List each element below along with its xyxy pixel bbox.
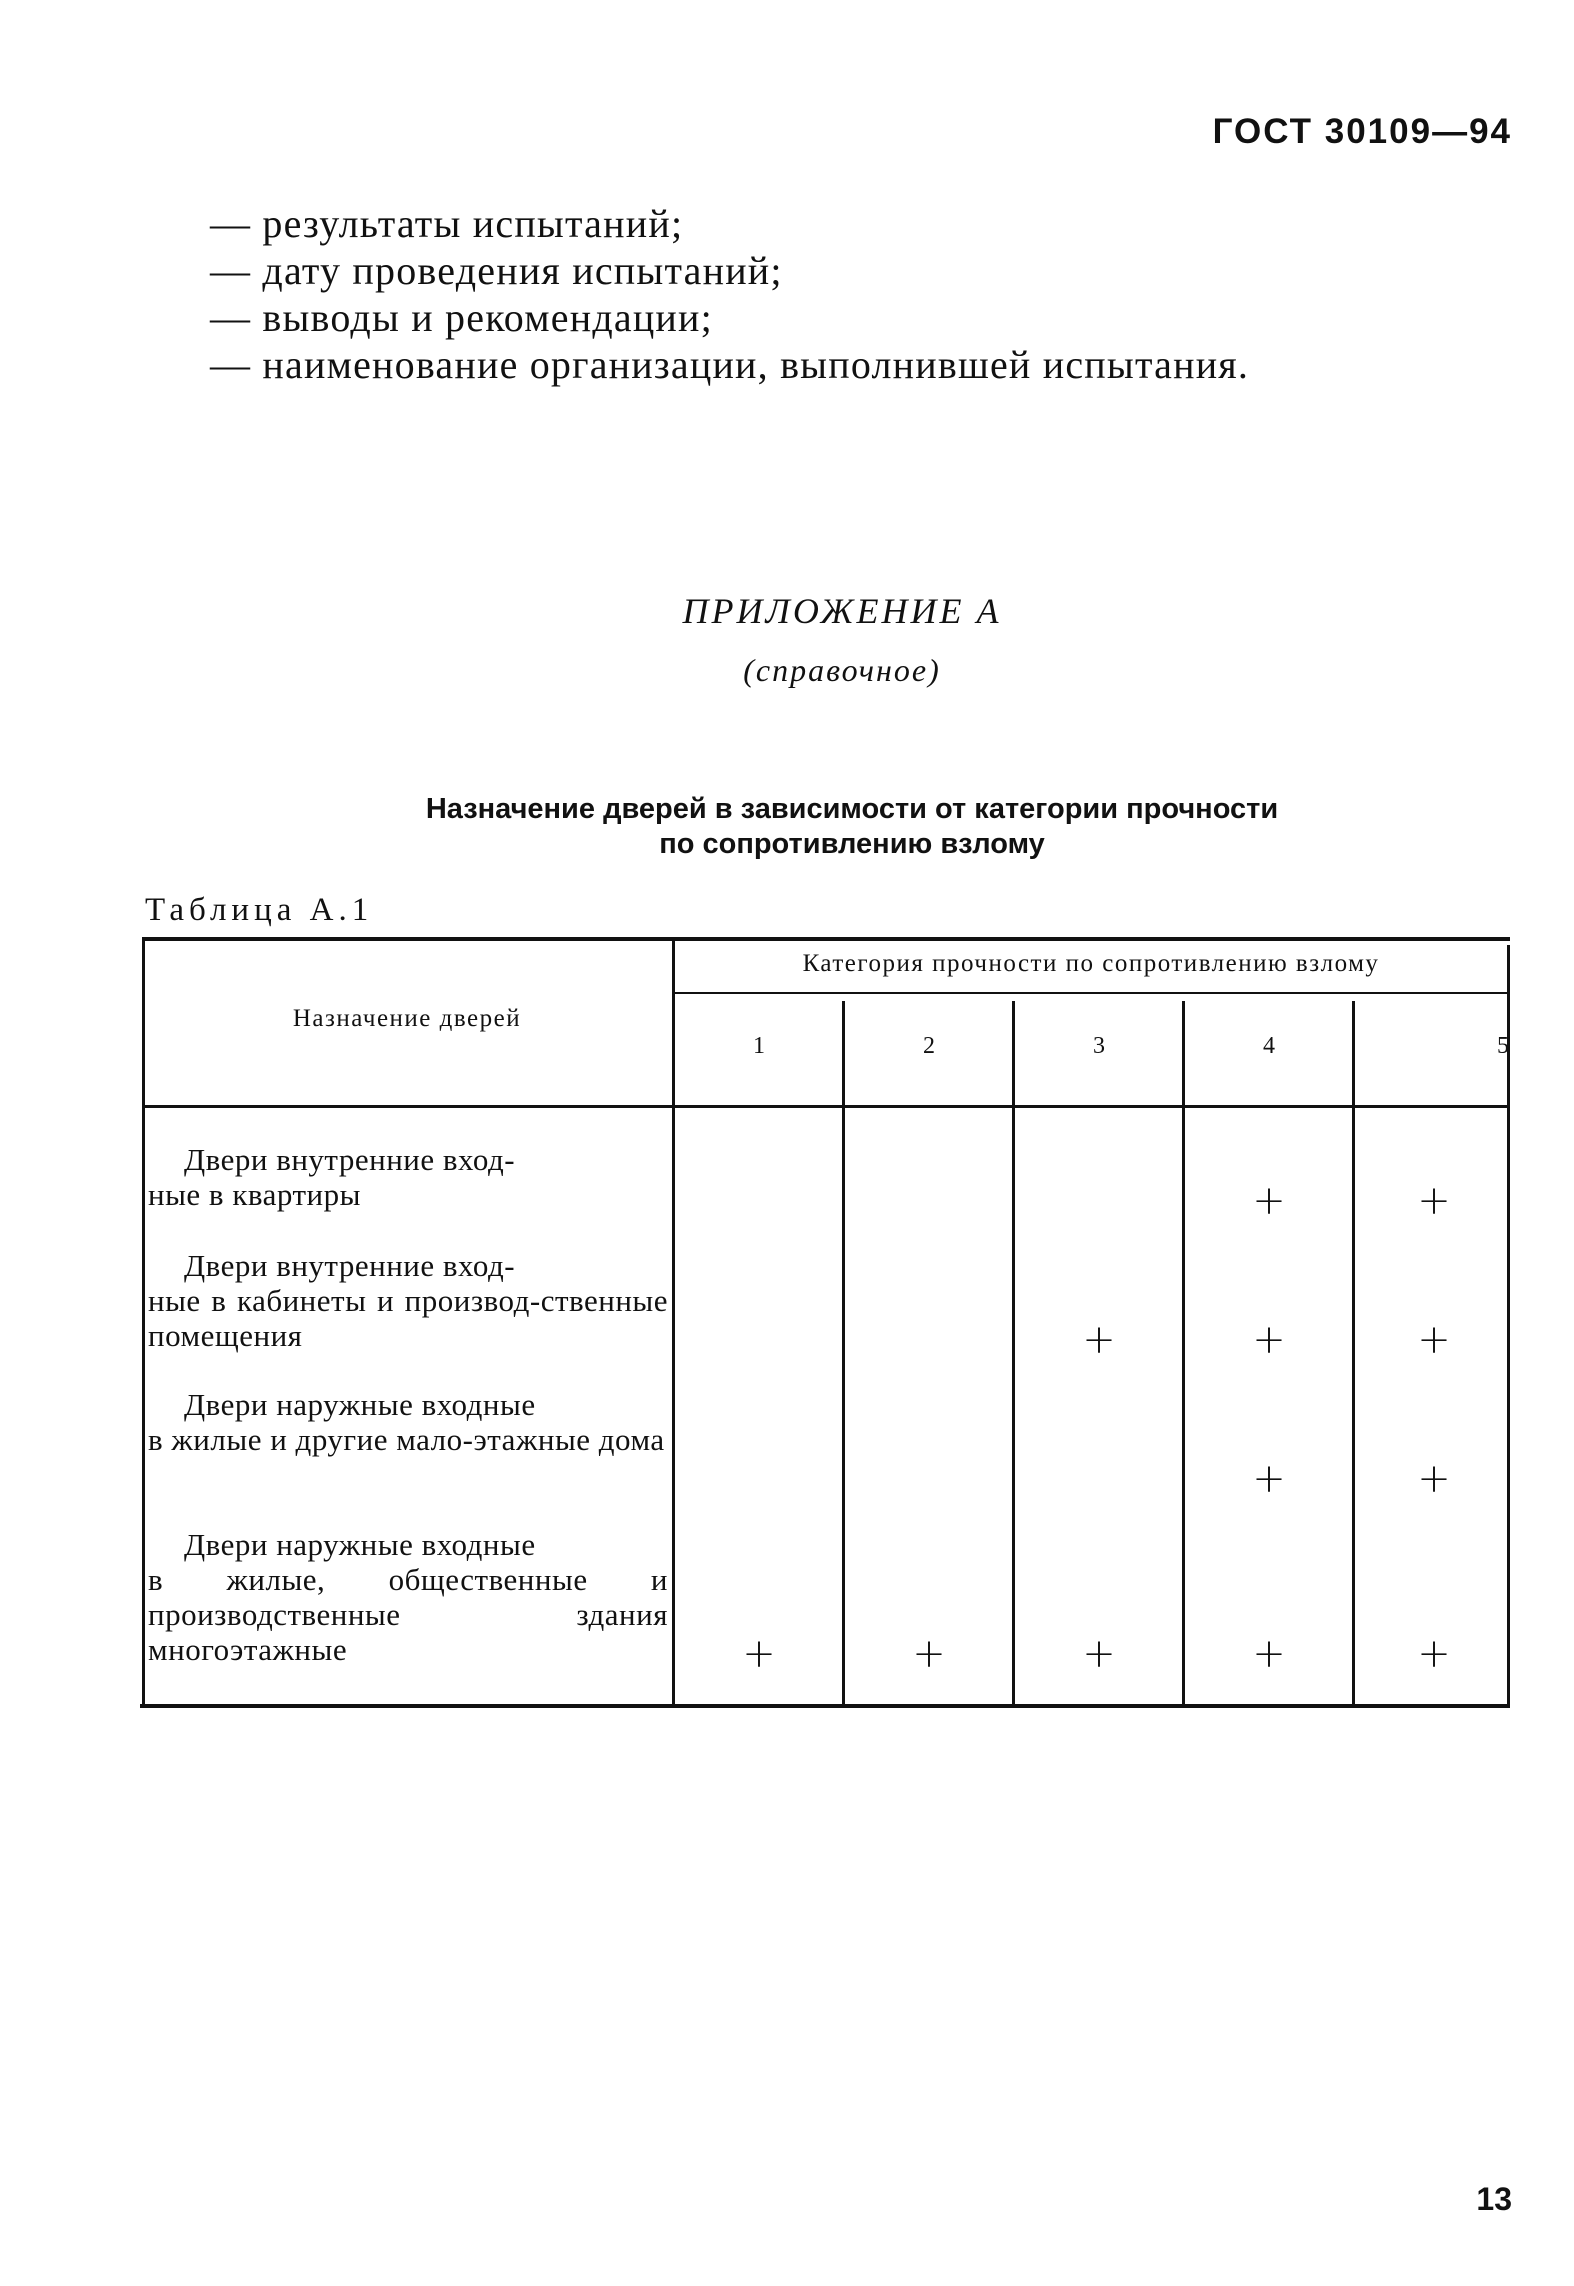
plus-mark: + bbox=[1252, 1317, 1286, 1363]
plus-mark: + bbox=[1417, 1456, 1451, 1502]
plus-mark: + bbox=[1417, 1178, 1451, 1224]
category-number: 4 bbox=[1263, 1033, 1275, 1059]
table-row-purpose bbox=[148, 1142, 668, 1212]
row-text-rest: в жилые, общественные и производственные здания многоэтажные bbox=[148, 1562, 668, 1667]
table-title bbox=[0, 792, 1574, 862]
column-header-category-group: Категория прочности по сопротивлению взлому bbox=[802, 950, 1380, 977]
list-item: — дату проведения испытаний; bbox=[210, 248, 783, 293]
plus-mark: + bbox=[1252, 1456, 1286, 1502]
plus-mark: + bbox=[742, 1631, 776, 1677]
header-bottom-rule bbox=[142, 1105, 1510, 1108]
column-divider bbox=[842, 1001, 845, 1705]
row-text-rest: ные в кабинеты и производ-ственные помещения bbox=[148, 1283, 668, 1353]
category-number: 1 bbox=[753, 1033, 765, 1059]
doors-table bbox=[142, 937, 1510, 1712]
row-text-line: Двери наружные входные bbox=[184, 1527, 536, 1562]
table-title-line2: по сопротивлению взлому bbox=[659, 828, 1045, 860]
dash-list bbox=[210, 200, 1249, 388]
table-row-purpose bbox=[148, 1527, 668, 1667]
category-number: 2 bbox=[923, 1033, 935, 1059]
page-number: 13 bbox=[1476, 2181, 1512, 2217]
plus-mark: + bbox=[1252, 1178, 1286, 1224]
row-text-line: Двери внутренние вход- bbox=[184, 1248, 516, 1283]
list-item: — результаты испытаний; bbox=[210, 201, 684, 246]
column-header-purpose: Назначение дверей bbox=[292, 1005, 522, 1032]
plus-mark: + bbox=[1417, 1631, 1451, 1677]
table-title-line1: Назначение дверей в зависимости от категории прочности bbox=[425, 793, 1279, 825]
appendix-title: ПРИЛОЖЕНИЕ А bbox=[682, 591, 1002, 631]
plus-mark: + bbox=[1417, 1317, 1451, 1363]
plus-mark: + bbox=[912, 1631, 946, 1677]
appendix-subtitle: (справочное) bbox=[743, 652, 941, 688]
row-text-line: Двери наружные входные bbox=[184, 1387, 536, 1422]
standard-header: ГОСТ 30109—94 bbox=[1212, 112, 1512, 151]
plus-mark: + bbox=[1082, 1631, 1116, 1677]
row-text-rest: в жилые и другие мало-этажные дома bbox=[148, 1422, 665, 1457]
category-number: 3 bbox=[1093, 1033, 1105, 1059]
table-row-purpose bbox=[148, 1248, 668, 1353]
table-bottom-rule bbox=[140, 1704, 1510, 1708]
row-text-rest: ные в квартиры bbox=[148, 1177, 361, 1212]
list-item: — выводы и рекомендации; bbox=[210, 295, 713, 340]
row-text-line: Двери внутренние вход- bbox=[184, 1142, 516, 1177]
plus-mark: + bbox=[1252, 1631, 1286, 1677]
table-left-border bbox=[142, 937, 145, 1705]
plus-mark: + bbox=[1082, 1317, 1116, 1363]
table-label: Таблица А.1 bbox=[145, 892, 374, 928]
group-header-rule bbox=[674, 992, 1510, 994]
category-number: 5 bbox=[1497, 1033, 1509, 1059]
list-item: — наименование организации, выполнившей испытания. bbox=[210, 342, 1250, 387]
table-row-purpose bbox=[148, 1387, 668, 1457]
table-top-rule bbox=[142, 937, 1510, 941]
